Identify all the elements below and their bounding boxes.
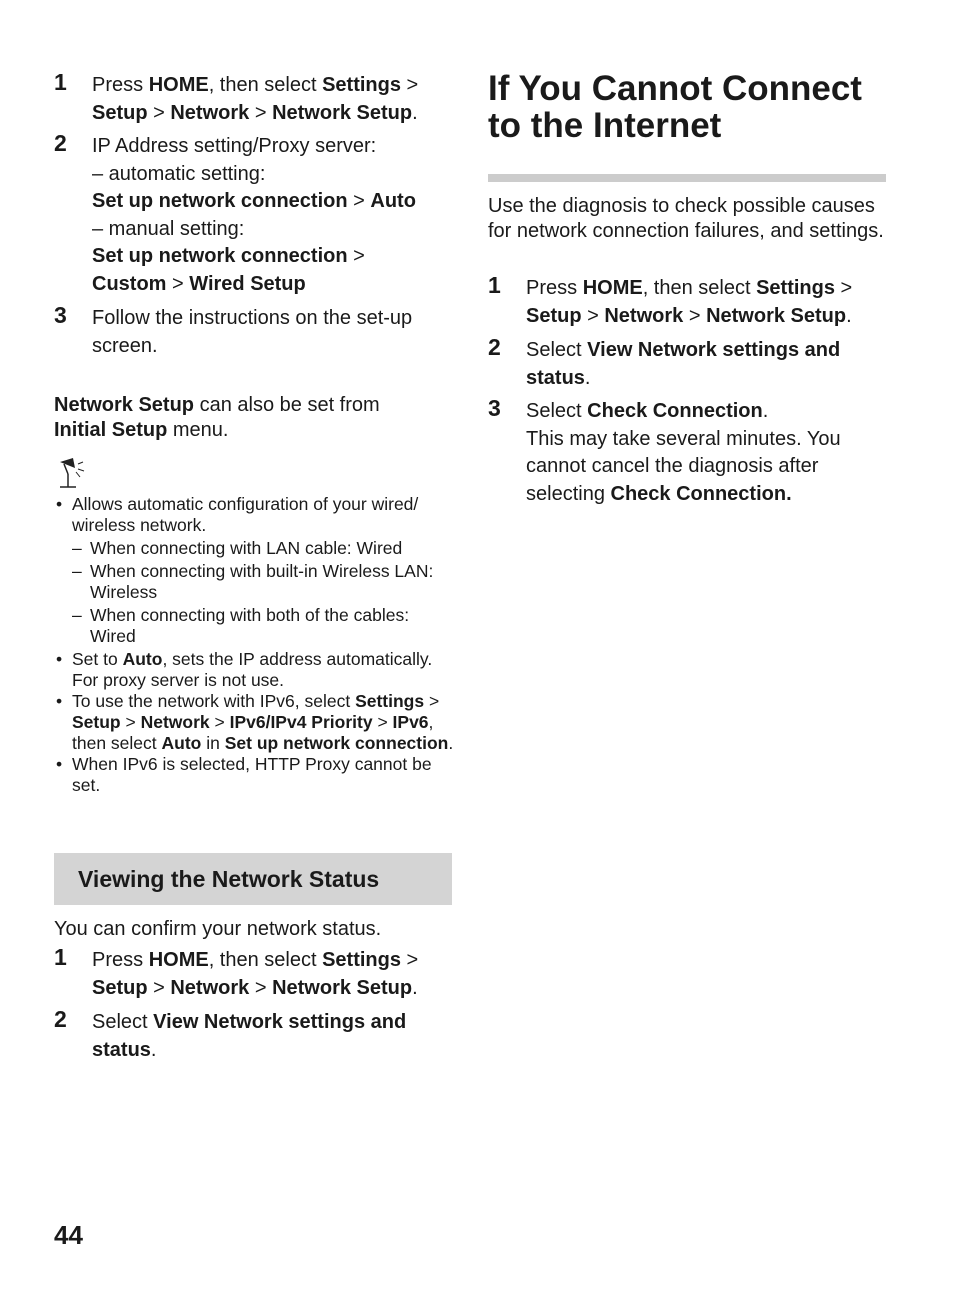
list-item: • To use the network with IPv6, select Settings > Setup > Network > IPv6/IPv4 Priority > IPv6, then select Auto in Set up network connection. bbox=[56, 691, 454, 753]
step-text: Select View Network settings and status. bbox=[92, 1011, 407, 1061]
step-number: 1 bbox=[488, 272, 501, 298]
right-step-1 bbox=[488, 272, 888, 330]
step-text: IP Address setting/Proxy server: – automatic setting: Set up network connection > Auto – manual setting: Set up network connection > Custom > Wired Setup bbox=[92, 135, 416, 295]
tip-lamp-icon bbox=[56, 456, 90, 490]
step-number: 2 bbox=[54, 130, 67, 156]
section-step-1 bbox=[54, 944, 454, 1002]
step-text: Follow the instructions on the set-up screen. bbox=[92, 307, 413, 357]
step-number: 2 bbox=[54, 1006, 67, 1032]
step-number: 3 bbox=[488, 395, 501, 421]
list-item: • Allows automatic configuration of your wired/ wireless network. bbox=[56, 494, 419, 535]
step-number: 2 bbox=[488, 334, 501, 360]
list-item: – When connecting with both of the cables: Wired bbox=[72, 605, 410, 646]
step-text: Select Check Connection. This may take several minutes. You cannot cancel the diagnosis after selecting Check Connection. bbox=[526, 400, 841, 505]
tips-list bbox=[54, 494, 454, 796]
step-text: Press HOME, then select Settings > Setup > Network > Network Setup. bbox=[92, 74, 419, 124]
list-item: – When connecting with built-in Wireless LAN: Wireless bbox=[72, 561, 434, 602]
list-item: • When IPv6 is selected, HTTP Proxy cannot be set. bbox=[56, 754, 432, 795]
network-setup-note: Network Setup can also be set from Initial Setup menu. bbox=[54, 394, 380, 441]
list-item: – When connecting with LAN cable: Wired bbox=[72, 538, 403, 558]
page-heading: If You Cannot Connect to the Internet bbox=[488, 69, 862, 145]
step-number: 1 bbox=[54, 69, 67, 95]
right-step-3 bbox=[488, 395, 888, 508]
list-item: • Set to Auto, sets the IP address automatically. For proxy server is not use. bbox=[56, 649, 433, 690]
step-text: Select View Network settings and status. bbox=[526, 339, 841, 389]
step-text: Press HOME, then select Settings > Setup > Network > Network Setup. bbox=[526, 277, 853, 327]
section-intro: You can confirm your network status. bbox=[54, 918, 382, 940]
heading-rule bbox=[488, 174, 886, 182]
page-number: 44 bbox=[54, 1220, 83, 1250]
step-2 bbox=[54, 130, 454, 298]
step-text: Press HOME, then select Settings > Setup > Network > Network Setup. bbox=[92, 949, 419, 999]
right-step-2 bbox=[488, 334, 888, 392]
step-3 bbox=[54, 302, 454, 360]
step-1 bbox=[54, 69, 454, 127]
section-header-network-status: Viewing the Network Status bbox=[54, 853, 452, 905]
diagnosis-intro: Use the diagnosis to check possible causes for network connection failures, and settings. bbox=[488, 195, 884, 242]
section-step-2 bbox=[54, 1006, 454, 1064]
step-number: 1 bbox=[54, 944, 67, 970]
step-number: 3 bbox=[54, 302, 67, 328]
